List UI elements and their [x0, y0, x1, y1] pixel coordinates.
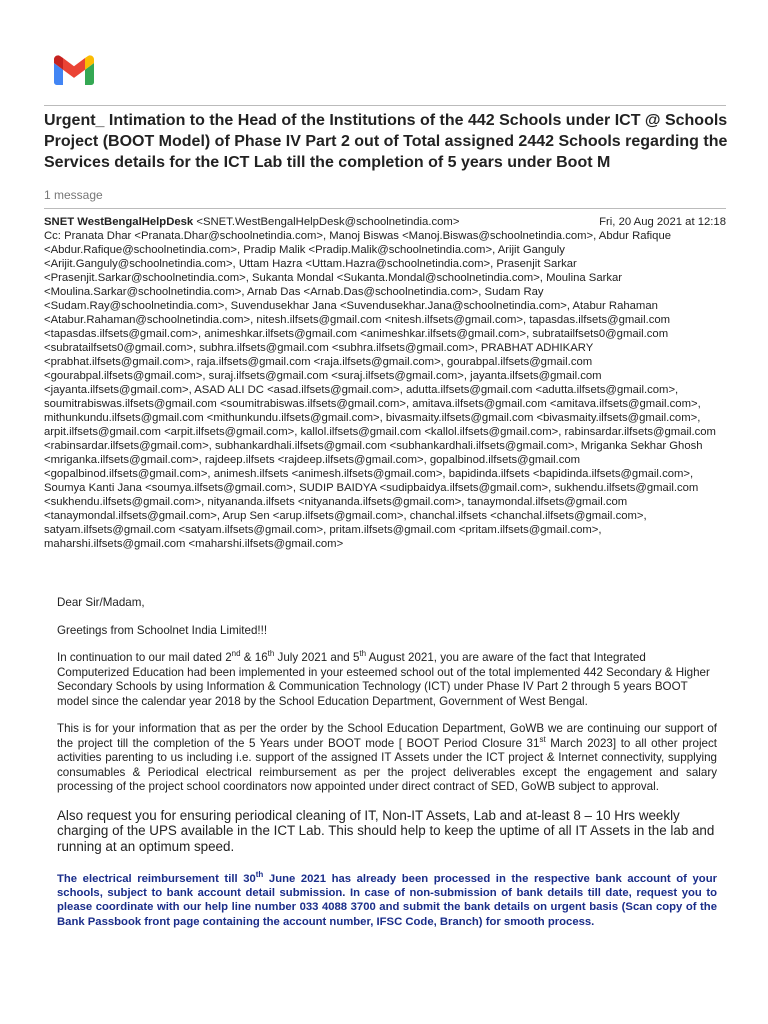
header-divider [44, 105, 726, 106]
sender-name[interactable]: SNET WestBengalHelpDesk [44, 216, 194, 228]
greeting: Greetings from Schoolnet India Limited!!! [57, 623, 268, 637]
paragraph-continuation: In continuation to our mail dated 2nd & 16th July 2021 and 5th August 2021, you are aware of the fact that Integrated Computerized Education had been implemented in your esteemed school out of the total implemented 442 Secondary & Higher Secondary Schools by using Information & Communication Technology (ICT) under Phase IV Part 2 through 5 years BOOT model since the calendar year 2018 by the School Education Department, Government of West Bengal. [57, 649, 710, 708]
salutation: Dear Sir/Madam, [57, 596, 145, 609]
sender-email: <SNET.WestBengalHelpDesk@schoolnetindia.com> [196, 216, 460, 228]
paragraph-cleaning-request: Also request you for ensuring periodical cleaning of IT, Non-IT Assets, Lab and at-least 8 – 10 Hrs weekly charging of the UPS available in the ICT Lab. This should help to keep the uptime of all IT Assets in the lab and running at an optimum speed. [57, 807, 715, 854]
paragraph-electrical-reimbursement: The electrical reimbursement till 30th June 2021 has already been processed in the respective bank account of your schools, subject to bank account detail submission. In case of non-submission of bank details till date, request you to please coordinate with our help line number 033 4088 3700 and submit the bank details on urgent basis (Scan copy of the Bank Passbook front page containing the account number, IFSC Code, Branch) for smooth process. [57, 870, 717, 928]
from-line [44, 215, 726, 229]
email-body [57, 596, 717, 942]
email-date: Fri, 20 Aug 2021 at 12:18 [599, 216, 726, 228]
cc-recipients [44, 229, 726, 551]
message-count: 1 message [44, 188, 103, 202]
cc-list: Pranata Dhar <Pranata.Dhar@schoolnetindia.com>, Manoj Biswas <Manoj.Biswas@schoolnetindia.com>, Abdur Rafique <Abdur.Rafique@schoolnetindia.com>, Pradip Malik <Pradip.Malik@schoolnetindia.com>, Arijit Ganguly <Arijit.Ganguly@schoolnetindia.com>, Uttam Hazra <Uttam.Hazra@schoolnetindia.com>, Prasenjit Sarkar <Prasenjit.Sarkar@schoolnetindia.com>, Sukanta Mondal <Sukanta.Mondal@schoolnetindia.com>, Moulina Sarkar <Moulina.Sarkar@schoolnetindia.com>, Arnab Das <Arnab.Das@schoolnetindia.com>, Sudam Ray <Sudam.Ray@schoolnetindia.com>, Suvendusekhar Jana <Suvendusekhar.Jana@schoolnetindia.com>, Atabur Rahaman <Atabur.Rahaman@schoolnetindia.com>, nitesh.ilfsets@gmail.com <nitesh.ilfsets@gmail.com>, tapasdas.ilfsets@gmail.com <tapasdas.ilfsets@gmail.com>, animeshkar.ilfsets@gmail.com <animeshkar.ilfsets@gmail.com>, subratailfsets0@gmail.com <subratailfsets0@gmail.com>, subhra.ilfsets@gmail.com <subhra.ilfsets@gmail.com>, PRABHAT ADHIKARY <prabhat.ilfsets@gmail.com>, raja.ilfsets@gmail.com <raja.ilfsets@gmail.com>, gourabpal.ilfsets@gmail.com <gourabpal.ilfsets@gmail.com>, suraj.ilfsets@gmail.com <suraj.ilfsets@gmail.com>, jayanta.ilfsets@gmail.com <jayanta.ilfsets@gmail.com>, ASAD ALI DC <asad.ilfsets@gmail.com>, adutta.ilfsets@gmail.com <adutta.ilfsets@gmail.com>, soumitrabiswas.ilfsets@gmail.com <soumitrabiswas.ilfsets@gmail.com>, amitava.ilfsets@gmail.com <amitava.ilfsets@gmail.com>, mithunkundu.ilfsets@gmail.com <mithunkundu.ilfsets@gmail.com>, bivasmaity.ilfsets@gmail.com <bivasmaity.ilfsets@gmail.com>, arpit.ilfsets@gmail.com <arpit.ilfsets@gmail.com>, kallol.ilfsets@gmail.com <kallol.ilfsets@gmail.com>, rabinsardar.ilfsets@gmail.com <rabinsardar.ilfsets@gmail.com>, subhankardhali.ilfsets@gmail.com <subhankardhali.ilfsets@gmail.com>, Mriganka Sekhar Ghosh <mriganka.ilfsets@gmail.com>, rajdeep.ilfsets <rajdeep.ilfsets@gmail.com>, gopalbinod.ilfsets@gmail.com <gopalbinod.ilfsets@gmail.com>, animesh.ilfsets <animesh.ilfsets@gmail.com>, bapidinda.ilfsets <bapidinda.ilfsets@gmail.com>, Soumya Kanti Jana <soumya.ilfsets@gmail.com>, SUDIP BAIDYA <sudipbaidya.ilfsets@gmail.com>, sukhendu.ilfsets@gmail.com <sukhendu.ilfsets@gmail.com>, nityananda.ilfsets <nityananda.ilfsets@gmail.com>, tanaymondal.ilfsets@gmail.com <tanaymondal.ilfsets@gmail.com>, Arup Sen <arup.ilfsets@gmail.com>, chanchal.ilfsets <chanchal.ilfsets@gmail.com>, satyam.ilfsets@gmail.com <satyam.ilfsets@gmail.com>, pritam.ilfsets@gmail.com <pritam.ilfsets@gmail.com>, maharshi.ilfsets@gmail.com <maharshi.ilfsets@gmail.com> [44, 230, 716, 550]
gmail-logo-icon [54, 55, 94, 85]
cc-label: Cc: [44, 230, 61, 242]
subject-divider [44, 208, 726, 209]
email-header [44, 215, 726, 551]
email-subject: Urgent_ Intimation to the Head of the Institutions of the 442 Schools under ICT @ Schools Project (BOOT Model) of Phase IV Part 2 out of Total assigned 2442 Schools regarding the Services details for the ICT Lab till the completion of 5 years under Boot M [44, 112, 728, 171]
sender [44, 215, 459, 229]
paragraph-support-info: This is for your information that as per the order by the School Education Department, GoWB we are continuing our support of the project till the completion of the 5 Years under BOOT mode [ BOOT Period Closure 31st March 2023] to all other project activities parenting to us including i.e. support of the assigned IT Assets under the ICT project & Internet connectivity, supplying consumables & Periodical electrical reimbursement as per the project deliverables except the engagement and salary processing of the project school coordinators now appointed under direct contract of SED, GoWB subject to approval. [57, 722, 717, 793]
